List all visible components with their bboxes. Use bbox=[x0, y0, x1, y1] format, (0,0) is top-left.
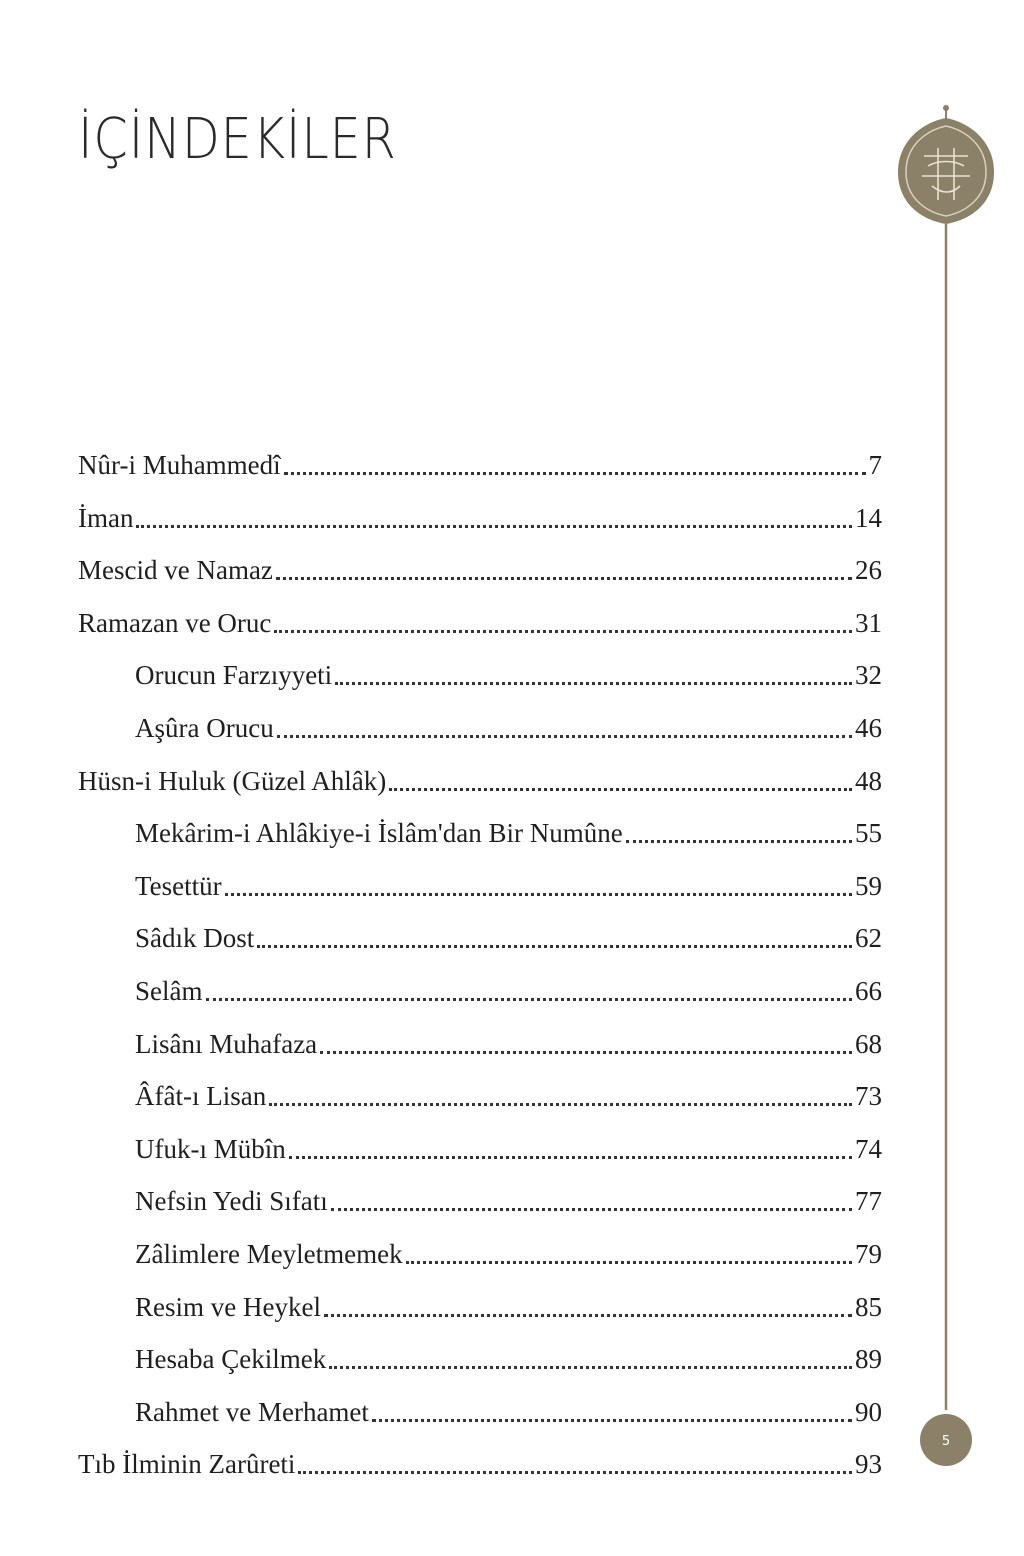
toc-entry[interactable] bbox=[135, 1076, 882, 1116]
toc-entry[interactable] bbox=[135, 866, 882, 906]
toc-entry-page: 73 bbox=[855, 1081, 882, 1111]
toc-entry-page: 48 bbox=[855, 766, 882, 796]
toc-entry-title: Selâm bbox=[135, 976, 203, 1006]
toc-entry-page: 79 bbox=[855, 1239, 882, 1269]
toc-entry-title: Âfât-ı Lisan bbox=[135, 1081, 267, 1111]
ornament-medallion-icon bbox=[898, 100, 998, 1480]
dot-leader bbox=[136, 525, 852, 528]
dot-leader bbox=[289, 1156, 852, 1159]
toc-entry-title: Sâdık Dost bbox=[135, 923, 255, 953]
dot-leader bbox=[320, 1051, 852, 1054]
toc-entry-title: Zâlimlere Meyletmemek bbox=[135, 1239, 403, 1269]
toc-entry[interactable] bbox=[135, 1287, 882, 1327]
toc-entry[interactable] bbox=[135, 1392, 882, 1432]
toc-entry[interactable] bbox=[78, 550, 882, 590]
toc-entry-page: 62 bbox=[855, 923, 882, 953]
toc-entry[interactable] bbox=[135, 1129, 882, 1169]
toc-entry-page: 90 bbox=[855, 1397, 882, 1427]
toc-entry-title: Aşûra Orucu bbox=[135, 713, 274, 743]
toc-entry-page: 77 bbox=[855, 1186, 882, 1216]
toc-entry-page: 85 bbox=[855, 1292, 882, 1322]
dot-leader bbox=[331, 1208, 852, 1211]
page-number: 5 bbox=[941, 1434, 951, 1449]
toc-entry-title: Tesettür bbox=[135, 871, 222, 901]
dot-leader bbox=[298, 1471, 852, 1474]
toc-entry-page: 89 bbox=[855, 1344, 882, 1374]
toc-entry[interactable] bbox=[135, 655, 882, 695]
toc-entry-title: Nûr-i Muhammedî bbox=[78, 450, 281, 480]
toc-entry-page: 59 bbox=[855, 871, 882, 901]
toc-entry-page: 55 bbox=[855, 818, 882, 848]
toc-entry-title: Hesaba Çekilmek bbox=[135, 1344, 327, 1374]
toc-entry[interactable] bbox=[78, 445, 882, 485]
dot-leader bbox=[626, 840, 852, 843]
toc-entry-title: Orucun Farzıyyeti bbox=[135, 660, 333, 690]
toc-entry[interactable] bbox=[135, 971, 882, 1011]
toc-entry-title: Nefsin Yedi Sıfatı bbox=[135, 1186, 328, 1216]
toc-entry[interactable] bbox=[78, 1444, 882, 1484]
toc-entry[interactable] bbox=[135, 708, 882, 748]
dot-leader bbox=[406, 1261, 852, 1264]
toc-entry-title: Ufuk-ı Mübîn bbox=[135, 1134, 286, 1164]
dot-leader bbox=[335, 682, 852, 685]
toc-entry-title: Tıb İlminin Zarûreti bbox=[78, 1449, 296, 1479]
toc-entry[interactable] bbox=[78, 498, 882, 538]
toc-entry-page: 74 bbox=[855, 1134, 882, 1164]
dot-leader bbox=[257, 945, 852, 948]
dot-leader bbox=[329, 1366, 852, 1369]
toc-entry[interactable] bbox=[78, 603, 882, 643]
dot-leader bbox=[274, 630, 852, 633]
toc-entry[interactable] bbox=[78, 761, 882, 801]
toc-entry-page: 26 bbox=[855, 555, 882, 585]
toc-entry-page: 31 bbox=[855, 608, 882, 638]
toc-entry-page: 14 bbox=[855, 503, 882, 533]
toc-entry-page: 32 bbox=[855, 660, 882, 690]
dot-leader bbox=[389, 788, 852, 791]
toc-entry-title: Hüsn-i Huluk (Güzel Ahlâk) bbox=[78, 766, 387, 796]
toc-entry-page: 68 bbox=[855, 1029, 882, 1059]
toc-entry-title: Lisânı Muhafaza bbox=[135, 1029, 318, 1059]
toc-entry[interactable] bbox=[135, 1234, 882, 1274]
toc-entry-page: 66 bbox=[855, 976, 882, 1006]
dot-leader bbox=[276, 577, 852, 580]
toc-entry[interactable] bbox=[135, 1181, 882, 1221]
toc-entry-page: 46 bbox=[855, 713, 882, 743]
dot-leader bbox=[277, 735, 852, 738]
dot-leader bbox=[206, 998, 853, 1001]
toc-entry[interactable] bbox=[135, 1024, 882, 1064]
dot-leader bbox=[225, 893, 852, 896]
dot-leader bbox=[284, 472, 866, 475]
toc-entry-title: Ramazan ve Oruc bbox=[78, 608, 272, 638]
toc-entry-title: Mekârim-i Ahlâkiye-i İslâm'dan Bir Numûne bbox=[135, 818, 623, 848]
toc-entry-page: 93 bbox=[855, 1449, 882, 1479]
page-title: İÇİNDEKİLER bbox=[78, 107, 397, 172]
toc-entry-title: Resim ve Heykel bbox=[135, 1292, 321, 1322]
toc-entry-title: İman bbox=[78, 503, 134, 533]
toc-entry[interactable] bbox=[135, 813, 882, 853]
dot-leader bbox=[269, 1103, 852, 1106]
dot-leader bbox=[372, 1419, 852, 1422]
toc-entry-title: Mescid ve Namaz bbox=[78, 555, 273, 585]
toc-entry-page: 7 bbox=[868, 450, 882, 480]
toc-entry[interactable] bbox=[135, 918, 882, 958]
toc-entry-title: Rahmet ve Merhamet bbox=[135, 1397, 369, 1427]
toc-entry[interactable] bbox=[135, 1339, 882, 1379]
dot-leader bbox=[324, 1314, 852, 1317]
